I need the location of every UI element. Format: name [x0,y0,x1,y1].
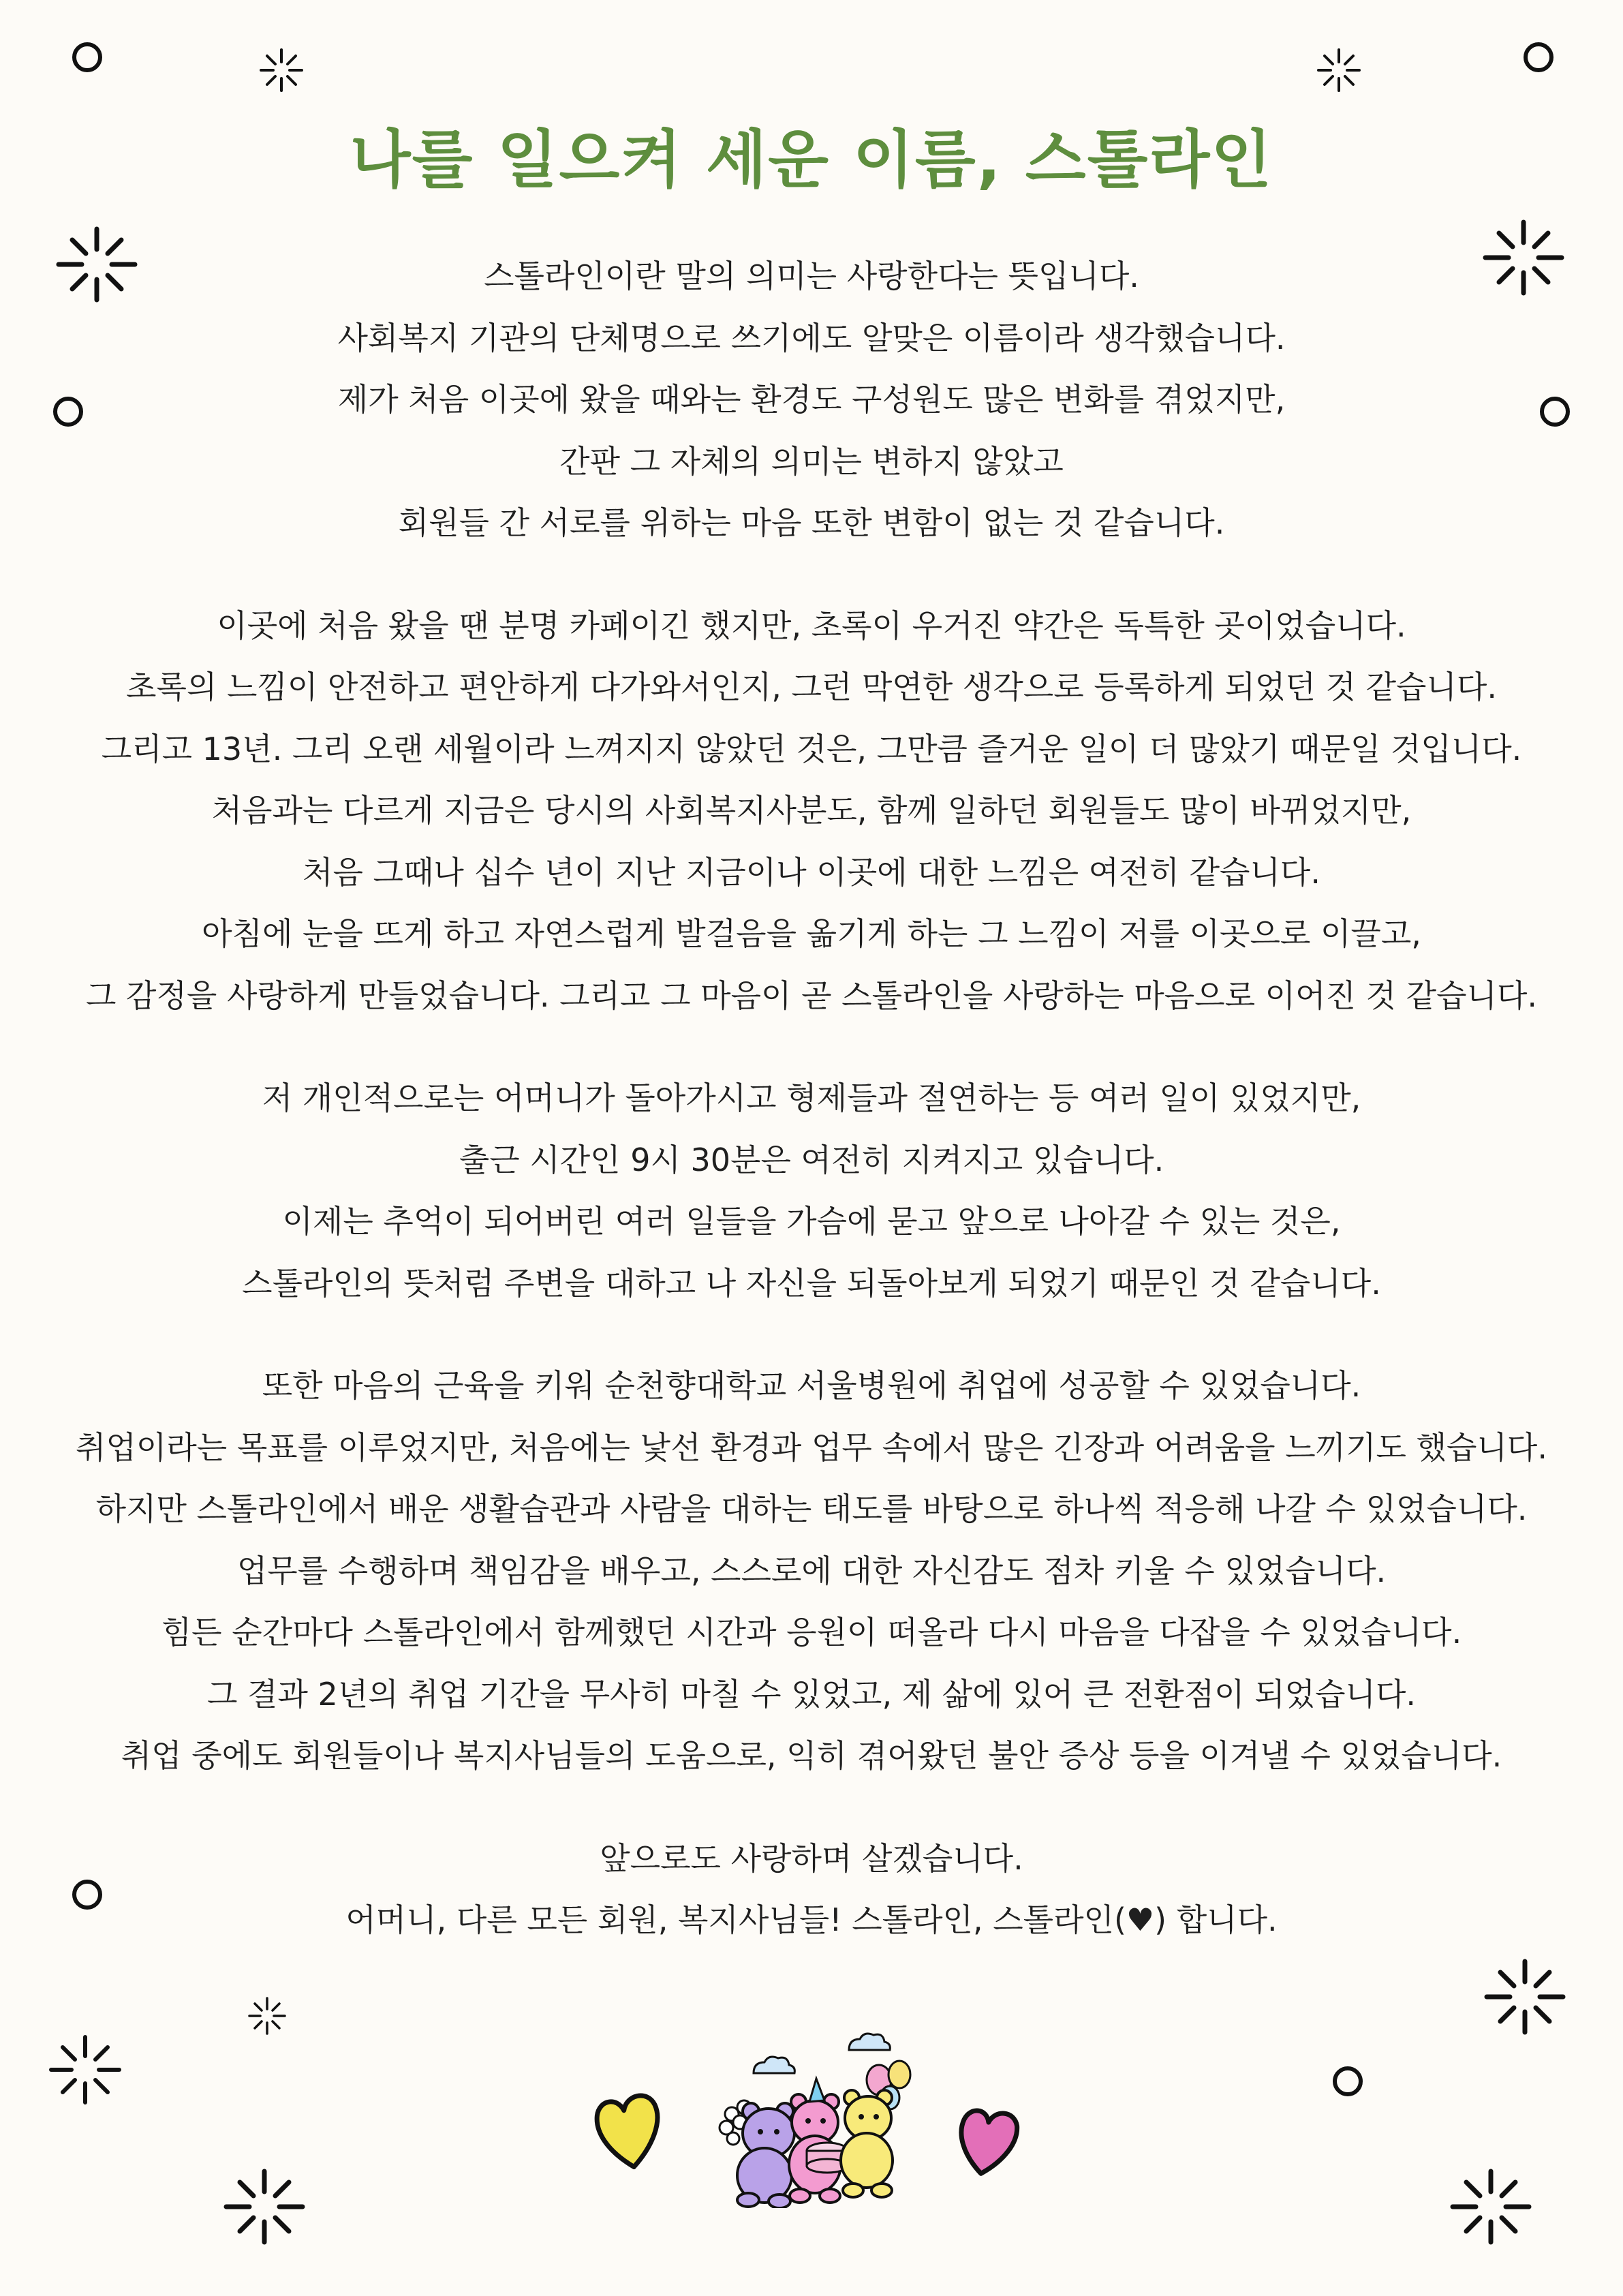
ring-icon [1524,42,1554,72]
text-line: 처음과는 다르게 지금은 당시의 사회복지사분도, 함께 일하던 회원들도 많이 바뀌었지만, [211,792,1412,829]
text-line: 제가 처음 이곳에 왔을 때와는 환경도 구성원도 많은 변화를 겪었지만, [337,381,1286,418]
sparkle-burst-icon [217,2159,312,2254]
sparkle-burst-icon [1308,40,1370,101]
text-line: 취업 중에도 회원들이나 복지사님들의 도움으로, 익히 겪어왔던 불안 증상 등을 이겨낼 수 있었습니다. [121,1737,1502,1774]
sparkle-burst-icon [41,2025,129,2114]
text-line: 회원들 간 서로를 위하는 마음 또한 변함이 없는 것 같습니다. [398,504,1225,541]
ring-icon [1333,2066,1363,2096]
text-line: 또한 마음의 근육을 키워 순천향대학교 서울병원에 취업에 성공할 수 있었습니다. [262,1367,1361,1404]
paragraph [27,1355,1596,1787]
text-line: 취업이라는 목표를 이루었지만, 처음에는 낯선 환경과 업무 속에서 많은 긴장과 어려움을 느끼기도 했습니다. [76,1428,1547,1466]
text-line: 이곳에 처음 왔을 땐 분명 카페이긴 했지만, 초록이 우거진 약간은 독특한 곳이었습니다. [217,607,1406,644]
paragraph [27,1828,1596,1951]
text-line: 초록의 느낌이 안전하고 편안하게 다가와서인지, 그런 막연한 생각으로 등록하게 되었던 것 같습니다. [126,669,1497,705]
page-title: 나를 일으켜 세운 이름, 스톨라인 [350,123,1273,196]
heart-icon [953,2100,1021,2182]
paragraph [27,595,1596,1027]
text-line: 출근 시간인 9시 30분은 여전히 지켜지고 있습니다. [459,1141,1164,1178]
paragraph [27,245,1596,554]
text-line: 어머니, 다른 모든 회원, 복지사님들! 스톨라인, 스톨라인(♥) 합니다. [345,1901,1278,1938]
text-line: 힘든 순간마다 스톨라인에서 함께했던 시간과 응원이 떠올라 다시 마음을 다잡을 수 있었습니다. [161,1614,1462,1651]
text-line: 저 개인적으로는 어머니가 돌아가시고 형제들과 절연하는 등 여러 일이 있었지만, [262,1080,1361,1116]
sparkle-burst-icon [251,40,312,101]
text-line: 그리고 13년. 그리 오랜 세월이라 느껴지지 않았던 것은, 그만큼 즐거운 일이 더 많았기 때문일 것입니다. [101,730,1522,767]
text-line: 간판 그 자체의 의미는 변하지 않았고 [559,442,1064,480]
heart-icon [591,2087,666,2175]
text-line: 아침에 눈을 뜨게 하고 자연스럽게 발걸음을 옮기게 하는 그 느낌이 저를 이곳으로 이끌고, [202,915,1421,952]
text-line: 이제는 추억이 되어버린 여러 일들을 가슴에 묻고 앞으로 나아갈 수 있는 것은, [282,1203,1341,1240]
text-line: 스톨라인이란 말의 의미는 사랑한다는 뜻입니다. [484,258,1139,294]
sparkle-burst-icon [240,1989,294,2043]
cloud-icon [754,2034,890,2073]
bears-illustration [706,2031,924,2208]
text-line: 하지만 스톨라인에서 배운 생활습관과 사람을 대하는 태도를 바탕으로 하나씩 적응해 나갈 수 있었습니다. [95,1490,1528,1527]
ring-icon [72,42,102,72]
letter-body [27,245,1596,1992]
text-line: 앞으로도 사랑하며 살겠습니다. [600,1839,1023,1877]
text-line: 사회복지 기관의 단체명으로 쓰기에도 알맞은 이름이라 생각했습니다. [337,319,1286,356]
text-line: 처음 그때나 십수 년이 지난 지금이나 이곳에 대한 느낌은 여전히 같습니다. [303,853,1320,891]
text-line: 업무를 수행하며 책임감을 배우고, 스스로에 대한 자신감도 점차 키울 수 있었습니다. [236,1552,1387,1589]
sparkle-burst-icon [1443,2159,1539,2254]
text-line: 그 감정을 사랑하게 만들었습니다. 그리고 그 마음이 곧 스톨라인을 사랑하는 마음으로 이어진 것 같습니다. [85,977,1538,1014]
text-line: 스톨라인의 뜻처럼 주변을 대하고 나 자신을 되돌아보게 되었기 때문인 것 같습니다. [242,1264,1381,1302]
text-line: 그 결과 2년의 취업 기간을 무사히 마칠 수 있었고, 제 삶에 있어 큰 전환점이 되었습니다. [206,1675,1417,1713]
paragraph [27,1067,1596,1314]
